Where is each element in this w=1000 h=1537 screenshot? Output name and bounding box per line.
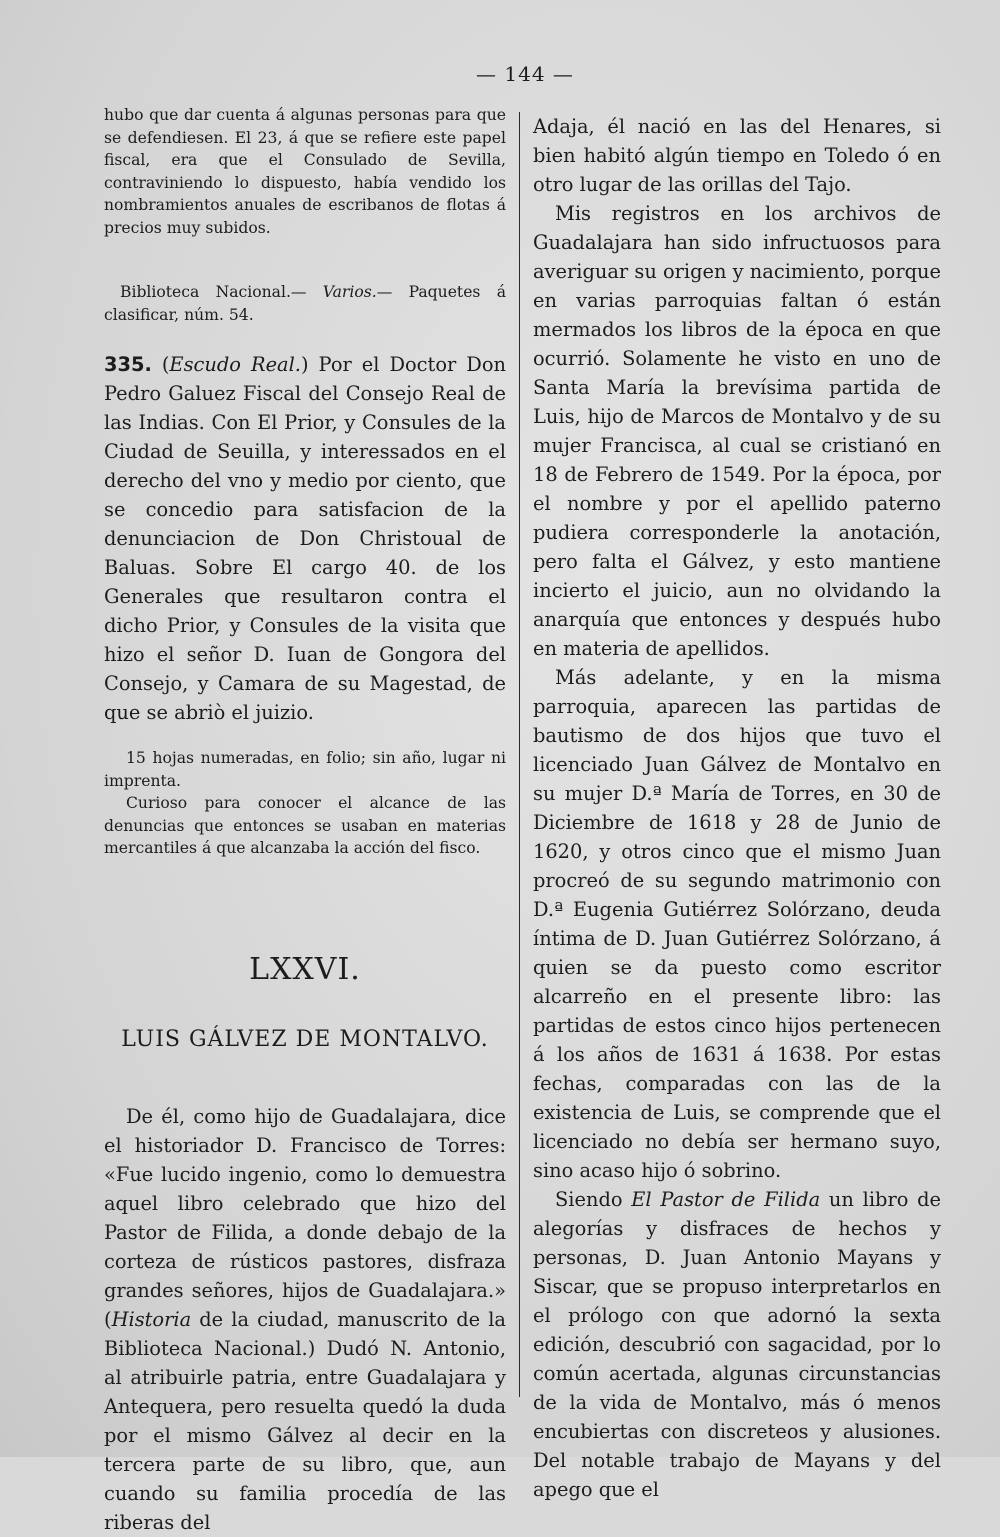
p4-italic-title: El Pastor de Filida [631,1188,821,1211]
right-column [533,112,941,1504]
entry-comment: Curioso para conocer el alcance de las denuncias que entonces se usaban en materias mercantiles á que alcanzaba la acción del fisco. [104,794,506,857]
biography-text-a: De él, como hijo de Guadalajara, dice el historiador D. Francisco de Torres: «Fue lucido ingenio, como lo demuestra aquel libro celebrado que hizo del Pastor de Filida, a donde debajo de la corteza de rústicos pastores, disfraza grandes señores, hijos de Guadalajara.» ( [104,1104,506,1331]
entry-number: 335. [104,353,152,376]
section-number: LXXVI. [249,951,361,987]
right-paragraph-2: Mis registros en los archivos de Guadalajara han sido infructuosos para averiguar su origen y nacimiento, porque en varias parroquias faltan ó están mermados los libros de la época en que ocurrió. Solamente he visto en uno de Santa María la brevísima partida de Luis, hijo de Marcos de Montalvo y de su mujer Francisca, al cual se cristianó en 18 de Febrero de 1549. Por la época, por el nombre y por el apellido paterno pudiera corresponderle la anotación, pero falta el Gálvez, y esto mantiene incierto el juicio, aun no olvidando la anarquía que entonces y después hubo en materia de apellidos. [533,202,941,660]
entry-paren-open: ( [151,353,170,376]
source-collection: Varios. [322,283,377,301]
entry-italic-note: Escudo Real. [169,353,301,376]
continuation-paragraph: hubo que dar cuenta á algunas personas para que se defendiesen. El 23, á que se refiere este papel fiscal, era que el Consulado de Sevilla, contraviniendo lo dispuesto, había vendido los nombramientos anuales de escribanos de flotas á precios muy subidos. [104,106,506,237]
page-number: — 144 — [476,62,574,86]
section-title: LUIS GÁLVEZ DE MONTALVO. [121,1026,489,1052]
column-divider [519,112,520,1397]
p4-text-b: un libro de alegorías y disfraces de hechos y personas, D. Juan Antonio Mayans y Siscar, que se propuso interpretarlos en el prólogo con que adornó la sexta edición, descubrió con sagacidad, por lo común acertada, algunas circunstancias de la vida de Montalvo, más ó menos encubiertas con discreteos y alusiones. Del notable trabajo de Mayans y del apego que el [533,1188,942,1501]
p4-text-a: Siendo [555,1188,632,1211]
source-citation [104,281,506,326]
source-location: — Paquetes á clasificar, núm. 54. [104,283,506,324]
left-column [104,104,506,1537]
entry-title-text: ) Por el Doctor Don Pedro Galuez Fiscal del Consejo Real de las Indias. Con El Prior, y Consules de la Ciudad de Seuilla, y interessados en el derecho del vno y medio por ciento, que se concedio para satisfacion de la denunciacion de Don Christoual de Baluas. Sobre El cargo 40. de los Generales que resultaron contra el dicho Prior, y Consules de la visita que hizo el señor D. Iuan de Gongora del Consejo, y Camara de su Magestad, de que se abriò el juizio. [104,353,506,724]
right-paragraph-1: Adaja, él nació en las del Henares, si bien habitó algún tiempo en Toledo ó en otro lugar de las orillas del Tajo. [533,115,941,196]
entry-physical-note: 15 hojas numeradas, en folio; sin año, lugar ni imprenta. [104,749,506,790]
biography-text-b: de la ciudad, manuscrito de la Biblioteca Nacional.) Dudó N. Antonio, al atribuirle patria, entre Guadalajara y Antequera, pero resuelta quedó la duda por el mismo Gálvez al decir en la tercera parte de su libro, que, aun cuando su familia procedía de las riberas del [104,1307,506,1534]
biography-italic: Historia [111,1307,192,1331]
right-paragraph-4 [533,1185,941,1504]
source-library: Biblioteca Nacional.— [120,283,323,301]
bibliographic-entry [104,350,506,727]
biography-paragraph [104,1102,506,1537]
right-paragraph-3: Más adelante, y en la misma parroquia, aparecen las partidas de bautismo de dos hijos que tuvo el licenciado Juan Gálvez de Montalvo en su mujer D.ª María de Torres, en 30 de Diciembre de 1618 y 28 de Junio de 1620, y otros cinco que el mismo Juan procreó de su segundo matrimonio con D.ª Eugenia Gutiérrez Solórzano, deuda íntima de D. Juan Gutiérrez Solórzano, á quien se da puesto como escritor alcarreño en el presente libro: las partidas de estos cinco hijos pertenecen á los años de 1631 á 1638. Por estas fechas, comparadas con las de la existencia de Luis, se comprende que el licenciado no debía ser hermano suyo, sino acaso hijo ó sobrino. [533,666,941,1182]
